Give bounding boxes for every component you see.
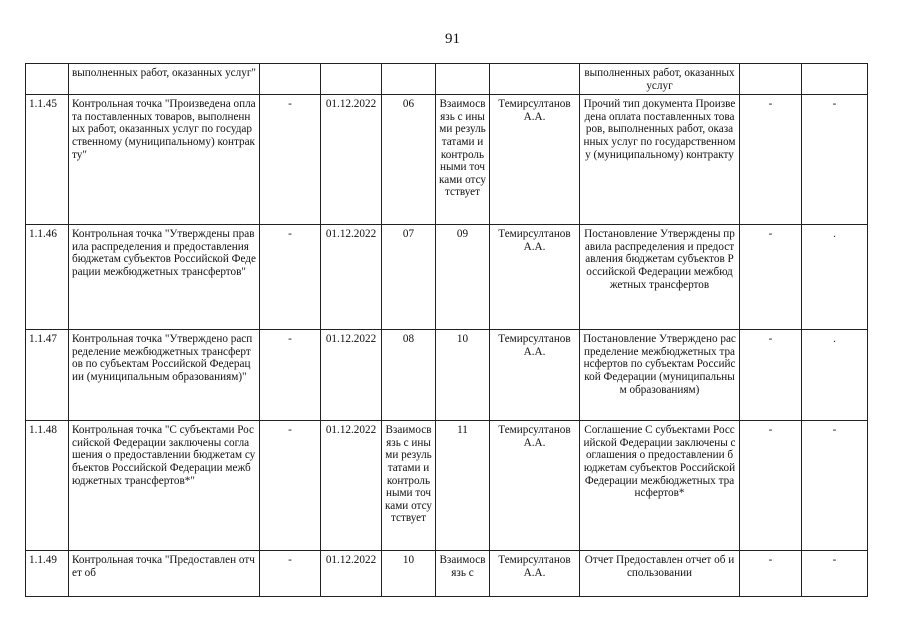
cell-col9: - <box>740 225 802 330</box>
responsible-person <box>490 64 580 95</box>
linked-points <box>436 64 490 95</box>
cell-dash: - <box>260 421 321 551</box>
table-row <box>26 64 868 95</box>
table-row <box>26 421 868 551</box>
table-row <box>26 95 868 225</box>
cell-dash: - <box>260 551 321 597</box>
due-date: 01.12.2022 <box>321 551 382 597</box>
responsible-person: Темирсултанов А.А. <box>490 225 580 330</box>
due-date: 01.12.2022 <box>321 421 382 551</box>
cell-dash <box>260 64 321 95</box>
point-code: 06 <box>382 95 436 225</box>
table-row <box>26 330 868 421</box>
document-type: Соглашение С субъектами Российской Федерации заключены соглашения о предоставлении бюджетам субъектов Российской Федерации межбюджетных трансфертов* <box>580 421 740 551</box>
responsible-person: Темирсултанов А.А. <box>490 421 580 551</box>
point-code <box>382 64 436 95</box>
responsible-person: Темирсултанов А.А. <box>490 330 580 421</box>
linked-points: Взаимосвязь с <box>436 551 490 597</box>
cell-dash: - <box>260 95 321 225</box>
point-code: 08 <box>382 330 436 421</box>
control-point-name: Контрольная точка "Утверждено распределение межбюджетных трансфертов по субъектам Российской Федерации (муниципальным образованиям)" <box>69 330 260 421</box>
due-date <box>321 64 382 95</box>
row-number: 1.1.46 <box>26 225 69 330</box>
control-points-table <box>25 63 868 597</box>
point-code: 07 <box>382 225 436 330</box>
control-point-name: выполненных работ, оказанных услуг" <box>69 64 260 95</box>
linked-points: Взаимосвязь с иными результатами и контрольными точками отсутствует <box>436 95 490 225</box>
row-number: 1.1.48 <box>26 421 69 551</box>
due-date: 01.12.2022 <box>321 95 382 225</box>
cell-col9: - <box>740 551 802 597</box>
page-number: 91 <box>445 31 460 47</box>
cell-dash: - <box>260 330 321 421</box>
row-number: 1.1.49 <box>26 551 69 597</box>
document-type: выполненных работ, оказанных услуг <box>580 64 740 95</box>
control-point-name: Контрольная точка "Предоставлен отчет об <box>69 551 260 597</box>
cell-col9: - <box>740 330 802 421</box>
cell-col9 <box>740 64 802 95</box>
cell-col9: - <box>740 421 802 551</box>
cell-col10: . <box>802 225 868 330</box>
due-date: 01.12.2022 <box>321 225 382 330</box>
linked-points: 11 <box>436 421 490 551</box>
responsible-person: Темирсултанов А.А. <box>490 551 580 597</box>
row-number <box>26 64 69 95</box>
document-type: Отчет Предоставлен отчет об использовании <box>580 551 740 597</box>
control-point-name: Контрольная точка "Произведена оплата поставленных товаров, выполненных работ, оказанных услуг по государственному (муниципальному) контракту" <box>69 95 260 225</box>
control-point-name: Контрольная точка "С субъектами Российской Федерации заключены соглашения о предоставлении бюджетам субъектов Российской Федерации межбюджетных трансфертов*" <box>69 421 260 551</box>
row-number: 1.1.47 <box>26 330 69 421</box>
table-row <box>26 551 868 597</box>
cell-col10: . <box>802 330 868 421</box>
linked-points: 09 <box>436 225 490 330</box>
due-date: 01.12.2022 <box>321 330 382 421</box>
cell-dash: - <box>260 225 321 330</box>
point-code: Взаимосвязь с иными результатами и контрольными точками отсутствует <box>382 421 436 551</box>
document-type: Постановление Утверждено распределение межбюджетных трансфертов по субъектам Российской Федерации (муниципальным образованиям) <box>580 330 740 421</box>
control-point-name: Контрольная точка "Утверждены правила распределения и предоставления бюджетам субъектов Российской Федерации межбюджетных трансфертов" <box>69 225 260 330</box>
point-code: 10 <box>382 551 436 597</box>
cell-col10: - <box>802 95 868 225</box>
cell-col10 <box>802 64 868 95</box>
cell-col10: - <box>802 421 868 551</box>
table-row <box>26 225 868 330</box>
row-number: 1.1.45 <box>26 95 69 225</box>
document-type: Прочий тип документа Произведена оплата поставленных товаров, выполненных работ, оказанных услуг по государственному (муниципальному) контракту <box>580 95 740 225</box>
cell-col10: - <box>802 551 868 597</box>
responsible-person: Темирсултанов А.А. <box>490 95 580 225</box>
document-type: Постановление Утверждены правила распределения и предоставления бюджетам субъектов Российской Федерации межбюджетных трансфертов <box>580 225 740 330</box>
linked-points: 10 <box>436 330 490 421</box>
cell-col9: - <box>740 95 802 225</box>
